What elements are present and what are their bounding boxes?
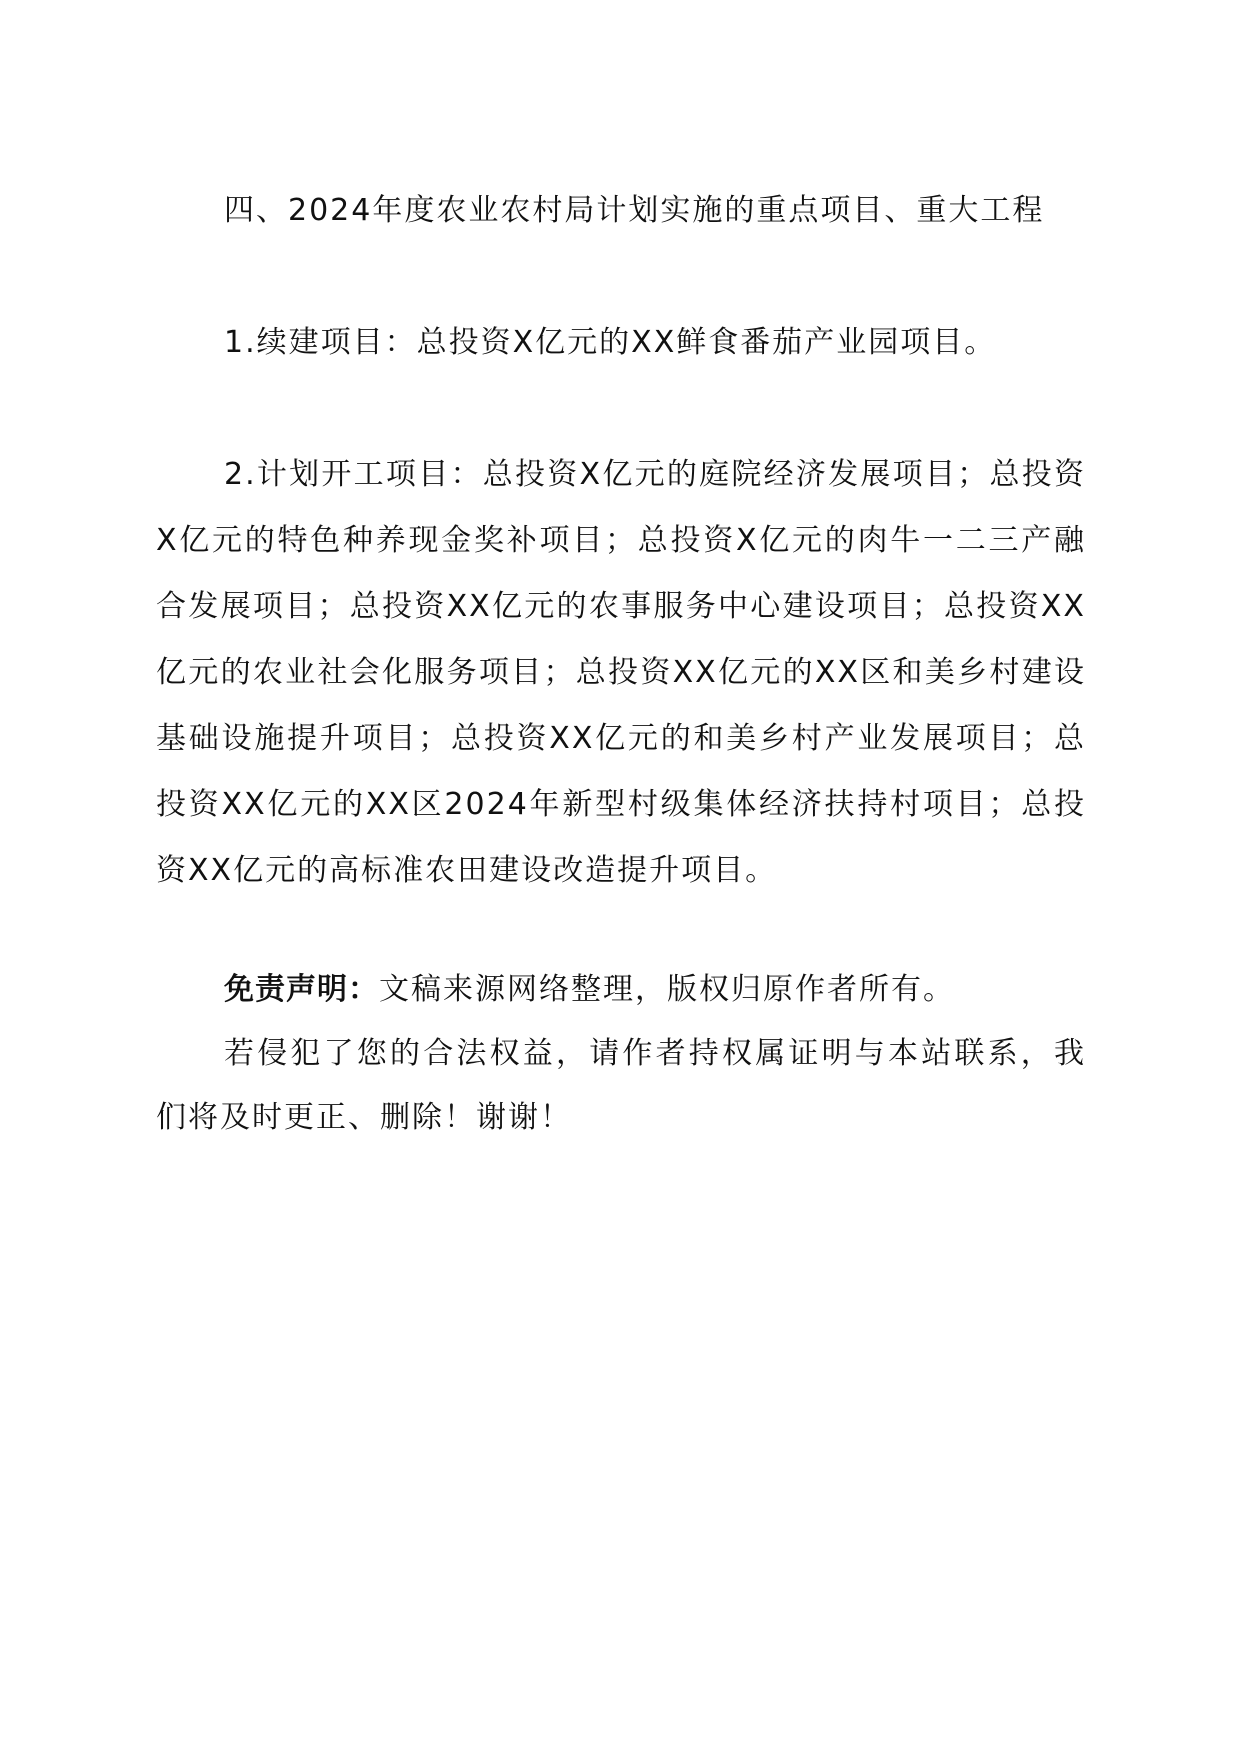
disclaimer-label: 免责声明：: [224, 972, 379, 1007]
disclaimer-line-2: 若侵犯了您的合法权益，请作者持权属证明与本站联系，我们将及时更正、删除！谢谢！: [156, 1036, 1086, 1135]
disclaimer-block: [156, 958, 1086, 1150]
continuing-project-block: [156, 310, 1086, 376]
section-heading-block: [156, 178, 1086, 244]
planned-projects-paragraph: 2.计划开工项目：总投资X亿元的庭院经济发展项目；总投资X亿元的特色种养现金奖补项目；总投资X亿元的肉牛一二三产融合发展项目；总投资XX亿元的农事服务中心建设项目；总投资XX亿元的农业社会化服务项目；总投资XX亿元的XX区和美乡村建设基础设施提升项目；总投资XX亿元的和美乡村产业发展项目；总投资XX亿元的XX区2024年新型村级集体经济扶持村项目；总投资XX亿元的高标准农田建设改造提升项目。: [156, 457, 1086, 888]
continuing-project-paragraph: 1.续建项目：总投资X亿元的XX鲜食番茄产业园项目。: [224, 325, 997, 360]
planned-project-block: [156, 442, 1086, 904]
disclaimer-text-1: 文稿来源网络整理，版权归原作者所有。: [379, 972, 955, 1007]
section-heading: 四、2024年度农业农村局计划实施的重点项目、重大工程: [224, 193, 1045, 228]
disclaimer-line-1: [156, 958, 1086, 1022]
